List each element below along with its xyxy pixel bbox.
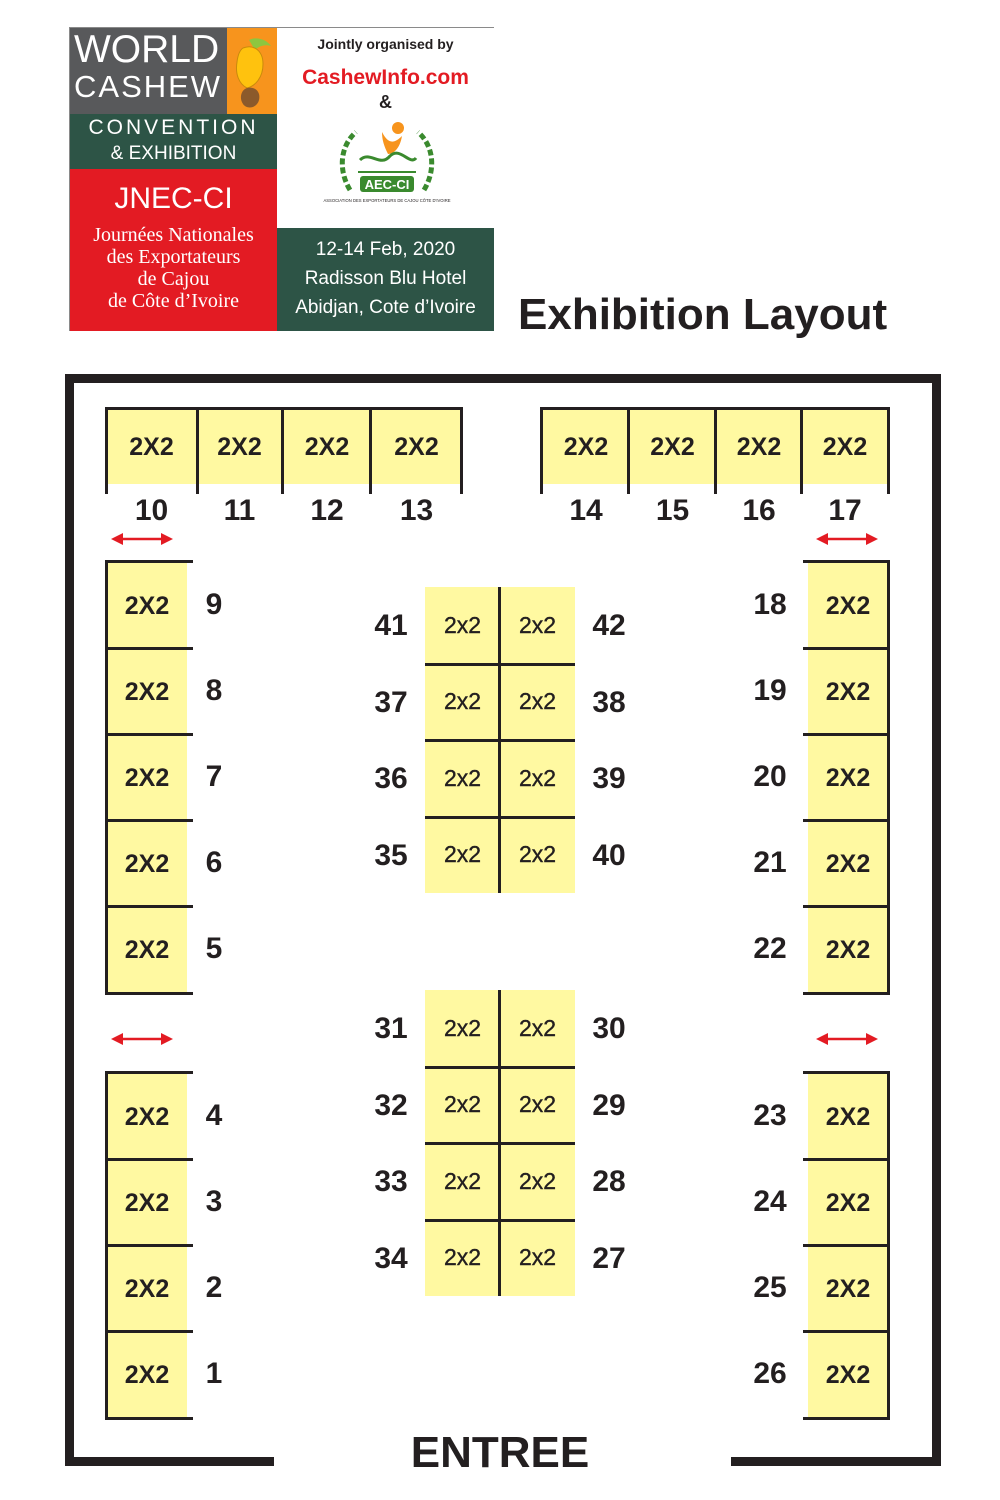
logo-convention-text: CONVENTION	[88, 116, 259, 139]
booth-number-27: 27	[592, 1241, 626, 1275]
journees-line: Journées Nationales	[93, 224, 254, 246]
booth-divider	[803, 1158, 890, 1161]
logo-world-text: WORLD	[74, 28, 220, 71]
double-arrow-icon	[111, 531, 173, 547]
booth-number-7: 7	[205, 760, 223, 793]
cashewinfo-text: CashewInfo.com	[302, 66, 469, 89]
booth-number-39: 39	[592, 762, 626, 795]
booth-33: 2x2	[425, 1143, 500, 1220]
journees-line: de Côte d’Ivoire	[107, 290, 240, 312]
booth-35: 2x2	[425, 817, 500, 894]
booth-41: 2x2	[425, 587, 500, 664]
center-block-spine	[498, 587, 501, 893]
booth-number-13: 13	[399, 494, 434, 527]
logo-cashew-text: CASHEW	[74, 69, 223, 104]
hall-wall-left	[65, 374, 74, 1466]
entrance-label: ENTREE	[410, 1428, 590, 1477]
booth-10: 2X2	[107, 410, 196, 484]
booth-24: 2X2	[808, 1160, 888, 1246]
booth-divider	[105, 1071, 193, 1074]
booth-divider	[105, 992, 193, 995]
event-city: Abidjan, Cote d’Ivoire	[295, 297, 476, 318]
ampersand-text: &	[379, 92, 392, 112]
booth-11: 2X2	[196, 410, 283, 484]
booth-5: 2X2	[107, 907, 187, 993]
booth-number-15: 15	[655, 494, 690, 527]
booth-number-17: 17	[828, 494, 862, 527]
booth-divider	[714, 407, 717, 494]
booth-3: 2X2	[107, 1160, 187, 1246]
booth-divider	[105, 819, 193, 822]
booth-divider	[803, 819, 890, 822]
booth-divider	[369, 407, 372, 494]
booth-40: 2x2	[500, 817, 575, 894]
hall-wall-right	[932, 374, 941, 1466]
booth-number-31: 31	[374, 1012, 408, 1045]
booth-number-29: 29	[592, 1088, 626, 1122]
booth-number-40: 40	[592, 838, 626, 872]
logo-journees-text	[70, 224, 277, 312]
booth-number-42: 42	[592, 609, 626, 642]
booth-divider	[105, 1417, 193, 1420]
double-arrow-icon	[816, 531, 878, 547]
logo-block	[69, 27, 494, 331]
booth-number-5: 5	[205, 932, 223, 965]
booth-17: 2X2	[802, 410, 888, 484]
booth-22: 2X2	[808, 907, 888, 993]
booth-18: 2X2	[808, 563, 888, 649]
booth-number-6: 6	[205, 846, 223, 879]
booth-divider	[803, 560, 890, 563]
booth-number-8: 8	[205, 674, 223, 707]
booth-divider	[627, 407, 630, 494]
booth-number-35: 35	[374, 838, 408, 872]
booth-divider	[105, 647, 193, 650]
booth-number-9: 9	[205, 588, 223, 621]
booth-divider	[105, 905, 193, 908]
booth-divider	[460, 407, 463, 494]
booth-divider	[105, 1244, 193, 1247]
booth-12: 2X2	[283, 410, 371, 484]
page-title: Exhibition Layout	[518, 290, 888, 339]
booth-number-10: 10	[134, 494, 169, 527]
hall-wall-top	[65, 374, 941, 383]
booth-13: 2X2	[371, 410, 462, 484]
booth-column-back-wall	[105, 560, 108, 995]
booth-16: 2X2	[716, 410, 802, 484]
booth-27: 2x2	[500, 1220, 575, 1297]
booth-21: 2X2	[808, 821, 888, 907]
booth-divider	[887, 407, 890, 494]
booth-number-28: 28	[592, 1165, 626, 1198]
event-date: 12-14 Feb, 2020	[315, 239, 456, 260]
booth-37: 2x2	[425, 664, 500, 741]
booth-number-36: 36	[374, 762, 408, 795]
aec-ci-label: AEC-CI	[364, 177, 410, 192]
booth-9: 2X2	[107, 563, 187, 649]
booth-number-3: 3	[205, 1185, 223, 1218]
cashew-fruit-icon	[227, 34, 277, 112]
booth-number-33: 33	[374, 1165, 408, 1198]
booth-20: 2X2	[808, 735, 888, 821]
booth-30: 2x2	[500, 990, 575, 1067]
logo-exhibition-text: & EXHIBITION	[110, 143, 237, 164]
center-block-spine	[498, 990, 501, 1296]
booth-number-26: 26	[753, 1357, 787, 1390]
booth-divider	[281, 407, 284, 494]
booth-number-16: 16	[742, 494, 776, 527]
booth-number-32: 32	[374, 1088, 408, 1122]
booth-29: 2x2	[500, 1067, 575, 1144]
booth-28: 2x2	[500, 1143, 575, 1220]
booth-divider	[800, 407, 803, 494]
booth-number-12: 12	[310, 494, 344, 527]
booth-divider	[105, 1330, 193, 1333]
booth-4: 2X2	[107, 1074, 187, 1160]
jointly-organised-text: Jointly organised by	[317, 36, 454, 52]
booth-number-34: 34	[374, 1241, 408, 1275]
booth-divider	[803, 1417, 890, 1420]
booth-divider	[803, 1244, 890, 1247]
booth-26: 2X2	[808, 1332, 888, 1418]
aec-ci-subtitle: ASSOCIATION DES EXPORTATEURS DE CAJOU CÔTE D'IVOIRE	[323, 198, 451, 203]
booth-divider	[105, 560, 193, 563]
booth-number-22: 22	[753, 932, 787, 965]
booth-7: 2X2	[107, 735, 187, 821]
aec-ci-emblem-icon	[323, 110, 451, 224]
booth-divider	[105, 407, 108, 494]
booth-divider	[105, 733, 193, 736]
booth-1: 2X2	[107, 1332, 187, 1418]
booth-number-25: 25	[753, 1271, 787, 1304]
booth-divider	[803, 647, 890, 650]
booth-number-18: 18	[753, 588, 787, 621]
booth-divider	[540, 407, 543, 494]
logo-jnec-text: JNEC-CI	[114, 182, 233, 215]
booth-14: 2X2	[543, 410, 629, 484]
booth-number-21: 21	[753, 846, 787, 879]
booth-number-37: 37	[374, 685, 408, 719]
booth-number-4: 4	[205, 1099, 223, 1132]
booth-number-14: 14	[569, 494, 603, 527]
booth-15: 2X2	[629, 410, 716, 484]
booth-divider	[803, 1071, 890, 1074]
booth-divider	[803, 992, 890, 995]
booth-34: 2x2	[425, 1220, 500, 1297]
booth-25: 2X2	[808, 1246, 888, 1332]
booth-2: 2X2	[107, 1246, 187, 1332]
booth-36: 2x2	[425, 740, 500, 817]
booth-divider	[105, 1158, 193, 1161]
booth-number-20: 20	[753, 760, 787, 793]
booth-8: 2X2	[107, 649, 187, 735]
booth-42: 2x2	[500, 587, 575, 664]
double-arrow-icon	[816, 1031, 878, 1047]
booth-column-back-wall	[887, 560, 890, 995]
booth-divider	[803, 733, 890, 736]
booth-38: 2x2	[500, 664, 575, 741]
event-venue: Radisson Blu Hotel	[304, 268, 467, 289]
journees-line: des Exportateurs	[106, 246, 241, 268]
booth-23: 2X2	[808, 1074, 888, 1160]
double-arrow-icon	[111, 1031, 173, 1047]
booth-number-2: 2	[205, 1271, 223, 1304]
booth-32: 2x2	[425, 1067, 500, 1144]
booth-number-38: 38	[592, 685, 626, 719]
booth-number-11: 11	[223, 494, 256, 527]
booth-39: 2x2	[500, 740, 575, 817]
booth-number-30: 30	[592, 1012, 626, 1045]
journees-line: de Cajou	[137, 268, 210, 290]
booth-6: 2X2	[107, 821, 187, 907]
booth-divider	[803, 905, 890, 908]
booth-divider	[803, 1330, 890, 1333]
booth-number-23: 23	[753, 1099, 787, 1132]
booth-number-41: 41	[374, 609, 408, 642]
booth-number-1: 1	[205, 1357, 223, 1390]
booth-number-24: 24	[753, 1185, 787, 1218]
booth-number-19: 19	[753, 674, 787, 707]
booth-divider	[196, 407, 199, 494]
booth-19: 2X2	[808, 649, 888, 735]
booth-31: 2x2	[425, 990, 500, 1067]
